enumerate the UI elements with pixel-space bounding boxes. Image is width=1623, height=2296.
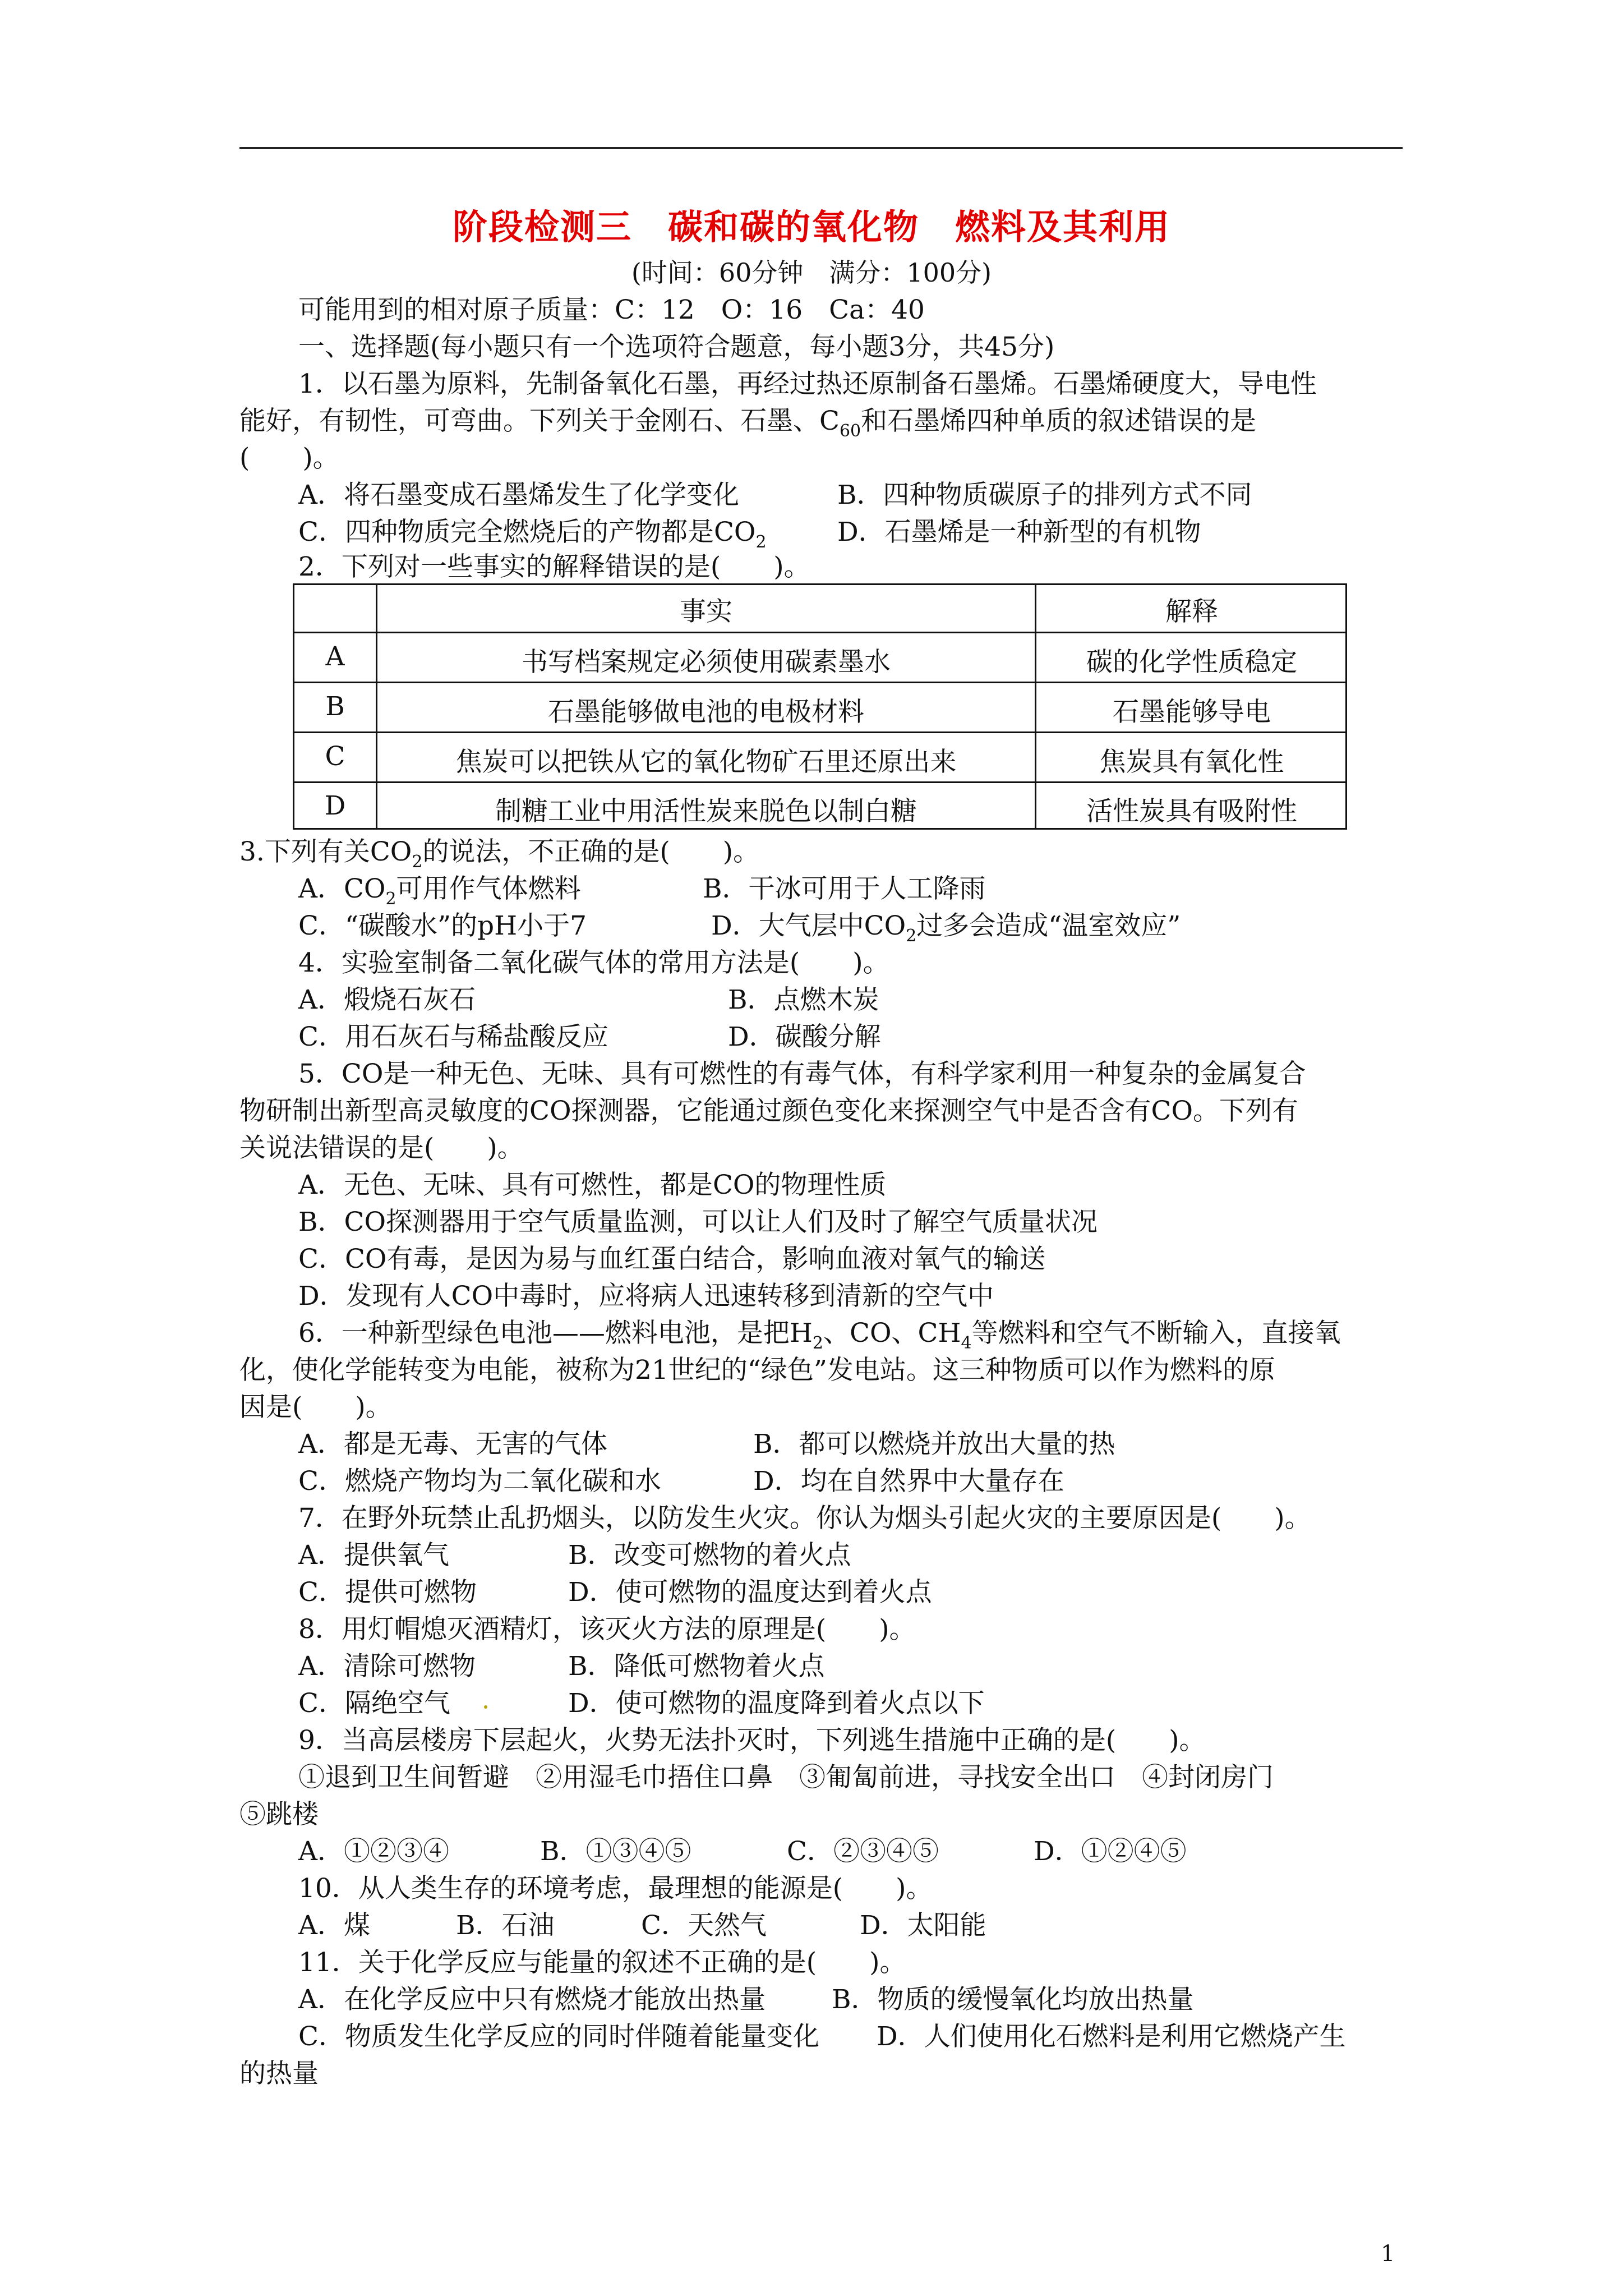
q4-option-b: B．点燃木炭: [728, 984, 879, 1015]
page-number: 1: [1381, 2241, 1395, 2267]
q9-option-c: C．②③④⑤: [787, 1836, 939, 1867]
q1-stem-line1: 1．以石墨为原料，先制备氧化石墨，再经过热还原制备石墨烯。石墨烯硬度大，导电性: [298, 369, 1317, 399]
table-cell-explanation: 石墨能够导电: [1113, 697, 1271, 728]
q1-stem-line2: 能好，有韧性，可弯曲。下列关于金刚石、石墨、$C_{60}$和石墨烯四种单质的叙述错误的是: [239, 406, 1257, 441]
q6-option-b: B．都可以燃烧并放出大量的热: [753, 1429, 1115, 1460]
q9-option-d: D．①②④⑤: [1034, 1836, 1187, 1867]
q3-option-c: C．“碳酸水”的pH小于7: [298, 910, 587, 941]
q9-option-a: A．①②③④: [298, 1836, 449, 1867]
q10-option-d: D．太阳能: [860, 1910, 986, 1941]
document-title: 阶段检测三 碳和碳的氧化物 燃料及其利用: [452, 206, 1170, 247]
table-cell-explanation: 焦炭具有氧化性: [1099, 747, 1284, 777]
q7-stem: 7．在野外玩禁止乱扔烟头，以防发生火灾。你认为烟头引起火灾的主要原因是( )。: [298, 1503, 1311, 1534]
section-heading: 一、选择题(每小题只有一个选项符合题意，每小题3分，共45分): [298, 332, 1055, 362]
q11-option-b: B．物质的缓慢氧化均放出热量: [832, 1984, 1194, 2015]
q7-option-d: D．使可燃物的温度达到着火点: [568, 1577, 932, 1608]
table-header-fact: 事实: [680, 596, 732, 627]
table-cell-fact: 制糖工业中用活性炭来脱色以制白糖: [495, 796, 917, 827]
q11-option-a: A．在化学反应中只有燃烧才能放出热量: [298, 1984, 766, 2015]
q8-option-a: A．清除可燃物: [298, 1651, 476, 1682]
table-header-explanation: 解释: [1165, 596, 1218, 627]
q6-option-a: A．都是无毒、无害的气体: [298, 1429, 607, 1460]
q2-table: [293, 583, 1347, 830]
q6-stem-line1: 6．一种新型绿色电池——燃料电池，是把$H_2$、CO、$CH_4$等燃料和空气不断输入，直接氧: [298, 1318, 1341, 1353]
q10-option-b: B．石油: [456, 1910, 555, 1941]
q5-stem-line3: 关说法错误的是( )。: [239, 1133, 524, 1163]
table-cell-fact: 焦炭可以把铁从它的氧化物矿石里还原出来: [455, 747, 957, 777]
q11-stem: 11．关于化学反应与能量的叙述不正确的是( )。: [298, 1947, 906, 1978]
q1-stem-line3: ( )。: [239, 443, 339, 473]
q7-option-a: A．提供氧气: [298, 1540, 449, 1571]
q4-option-d: D．碳酸分解: [728, 1022, 881, 1052]
q2-stem: 2．下列对一些事实的解释错误的是( )。: [298, 551, 810, 582]
q3-option-b: B．干冰可用于人工降雨: [703, 873, 986, 904]
table-row-label: A: [325, 641, 345, 672]
q3-option-a: A．$CO_2$可用作气体燃料: [298, 873, 581, 909]
q4-option-a: A．煅烧石灰石: [298, 984, 476, 1015]
table-cell-explanation: 活性炭具有吸附性: [1086, 796, 1297, 827]
q10-stem: 10．从人类生存的环境考虑，最理想的能源是( )。: [298, 1873, 933, 1904]
q6-option-c: C．燃烧产物均为二氧化碳和水: [298, 1466, 661, 1497]
q10-option-c: C．天然气: [641, 1910, 767, 1941]
q6-stem-line2: 化，使化学能转变为电能，被称为21世纪的“绿色”发电站。这三种物质可以作为燃料的原: [239, 1355, 1275, 1386]
table-row-label: B: [325, 691, 345, 722]
q5-option-a: A．无色、无味、具有可燃性，都是CO的物理性质: [298, 1170, 887, 1200]
table-row-label: C: [325, 741, 345, 772]
q5-stem-line1: 5．CO是一种无色、无味、具有可燃性的有毒气体，有科学家利用一种复杂的金属复合: [298, 1059, 1306, 1089]
table-cell-fact: 石墨能够做电池的电极材料: [548, 697, 864, 728]
q4-option-c: C．用石灰石与稀盐酸反应: [298, 1022, 608, 1052]
q6-stem-line3: 因是( )。: [239, 1392, 392, 1423]
q1-option-a: A．将石墨变成石墨烯发生了化学变化: [298, 480, 739, 510]
q1-option-d: D．石墨烯是一种新型的有机物: [837, 517, 1201, 547]
q5-stem-line2: 物研制出新型高灵敏度的CO探测器，它能通过颜色变化来探测空气中是否含有CO。下列有: [239, 1096, 1298, 1126]
document-subtitle: (时间：60分钟 满分：100分): [631, 257, 992, 288]
q11-option-d: D．人们使用化石燃料是利用它燃烧产生: [877, 2021, 1346, 2052]
q7-option-c: C．提供可燃物: [298, 1577, 477, 1608]
q8-option-b: B．降低可燃物着火点: [568, 1651, 825, 1682]
q5-option-d: D．发现有人CO中毒时，应将病人迅速转移到清新的空气中: [298, 1281, 994, 1312]
table-cell-fact: 书写档案规定必须使用碳素墨水: [522, 647, 891, 678]
q7-option-b: B．改变可燃物的着火点: [568, 1540, 851, 1571]
q9-stem: 9．当高层楼房下层起火，火势无法扑灭时，下列逃生措施中正确的是( )。: [298, 1725, 1206, 1756]
q11-option-c: C．物质发生化学反应的同时伴随着能量变化: [298, 2021, 819, 2052]
q9-choices-line2: ⑤跳楼: [239, 1799, 319, 1830]
q5-option-c: C．CO有毒，是因为易与血红蛋白结合，影响血液对氧气的输送: [298, 1244, 1046, 1274]
q10-option-a: A．煤: [298, 1910, 370, 1941]
q5-option-b: B．CO探测器用于空气质量监测，可以让人们及时了解空气质量状况: [298, 1207, 1098, 1237]
q1-option-c: C．四种物质完全燃烧后的产物都是$CO_2$: [298, 517, 767, 552]
q9-choices-line1: ①退到卫生间暂避 ②用湿毛巾捂住口鼻 ③匍匐前进，寻找安全出口 ④封闭房门: [298, 1762, 1274, 1793]
q3-option-d: D．大气层中$CO_2$过多会造成“温室效应”: [711, 910, 1181, 946]
q6-option-d: D．均在自然界中大量存在: [753, 1466, 1064, 1497]
q8-stem: 8．用灯帽熄灭酒精灯，该灭火方法的原理是( )。: [298, 1614, 916, 1645]
header-rule: [239, 147, 1403, 149]
q9-option-b: B．①③④⑤: [540, 1836, 691, 1867]
table-row-label: D: [324, 790, 346, 821]
q8-option-d: D．使可燃物的温度降到着火点以下: [568, 1688, 985, 1719]
q3-stem: 3.下列有关$CO_2$的说法，不正确的是( )。: [239, 836, 760, 872]
stray-dot: [484, 1705, 487, 1709]
q8-option-c: C．隔绝空气: [298, 1688, 450, 1719]
q11-option-d-continued: 的热量: [239, 2058, 319, 2089]
table-cell-explanation: 碳的化学性质稳定: [1086, 647, 1297, 678]
q4-stem: 4．实验室制备二氧化碳气体的常用方法是( )。: [298, 947, 889, 978]
atomic-mass-line: 可能用到的相对原子质量：C：12 O：16 Ca：40: [298, 295, 925, 325]
q1-option-b: B．四种物质碳原子的排列方式不同: [837, 480, 1252, 510]
